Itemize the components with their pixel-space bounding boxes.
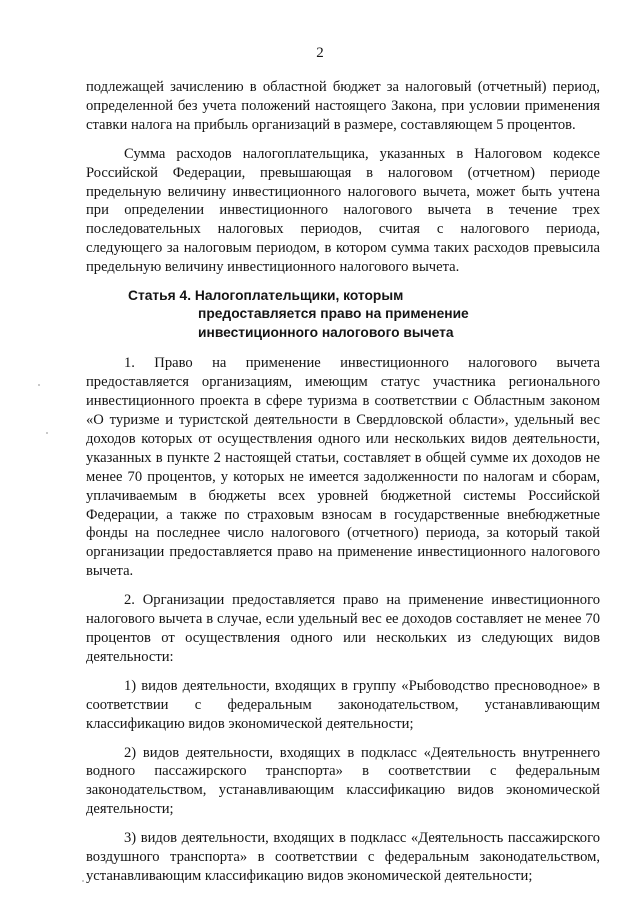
list-item-fish-farming: 1) видов деятельности, входящих в группу «Рыбоводство пресноводное» в соответствии с федеральным законодательством, устанавливающим классификацию видов экономической деятельности; — [86, 677, 600, 732]
scan-speck — [46, 432, 48, 434]
paragraph-continuation: подлежащей зачислению в областной бюджет за налоговый (отчетный) период, определенной без учета положений настоящего Закона, при условии применения ставки налога на прибыль организаций в размере, составляющем 5 процентов. — [86, 79, 600, 133]
document-body — [86, 78, 600, 896]
paragraph-article-4-item-1: 1. Право на применение инвестиционного налогового вычета предоставляется организациям, имеющим статус участника регионального инвестиционного проекта в сфере туризма в соответствии с Областным законом «О туризме и туристской деятельности в Свердловской области», удельный вес доходов которых от осуществления одного или нескольких видов деятельности, указанных в пункте 2 настоящей статьи, составляет в общей сумме их доходов не менее 70 процентов, у которых не имеется задолженности по налогам и сборам, уплачиваемым в бюджеты всех уровней бюджетной системы Российской Федерации, а также по страховым взносам в государственные внебюджетные фонды на последнее число налогового (отчетного) периода, за который такой организации предоставляется право на применение инвестиционного налогового вычета. — [86, 355, 600, 580]
list-item-inland-water-transport: 2) видов деятельности, входящих в подкласс «Деятельность внутреннего водного пассажирского транспорта» в соответствии с федеральным законодательством, устанавливающим классификацию видов экономической деятельности; — [86, 744, 600, 818]
paragraph-excess-expenses: Сумма расходов налогоплательщика, указанных в Налоговом кодексе Российской Федерации, превышающая в налоговом (отчетном) периоде предельную величину инвестиционного налогового вычета, может быть учтена при определении инвестиционного налогового вычета в течение трех последовательных налоговых периодов, считая с налогового периода, следующего за налоговым периодом, в котором сумма таких расходов превысила предельную величину инвестиционного налогового вычета. — [86, 145, 600, 276]
scan-speck — [82, 880, 84, 882]
page-number: 2 — [316, 45, 324, 61]
scan-speck — [38, 384, 40, 386]
article-heading-line-3: инвестиционного налогового вычета — [198, 324, 454, 340]
list-item-air-passenger-transport: 3) видов деятельности, входящих в подкласс «Деятельность пассажирского воздушного транспорта» в соответствии с федеральным законодательством, устанавливающим классификацию видов экономической деятельности; — [86, 830, 600, 884]
article-heading-line-1: Статья 4. Налогоплательщики, которым — [128, 288, 404, 304]
paragraph-article-4-item-2: 2. Организации предоставляется право на применение инвестиционного налогового вычета в случае, если удельный вес ее доходов составляет не менее 70 процентов от осуществления одного или нескольких из следующих видов деятельности: — [86, 592, 600, 665]
article-heading-line-2: предоставляется право на применение — [198, 306, 469, 322]
article-4-heading — [86, 287, 600, 342]
